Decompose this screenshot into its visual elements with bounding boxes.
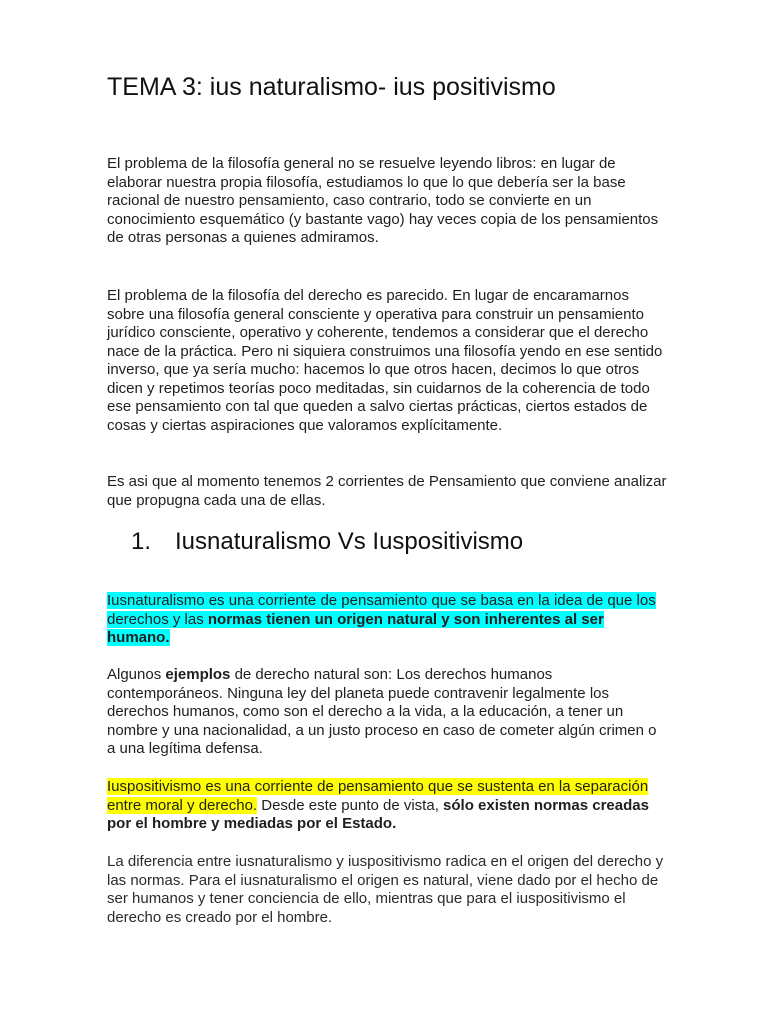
iuspositivismo-middle-text: Desde este punto de vista, <box>257 796 444 814</box>
paragraph-philosophy-of-law: El problema de la filosofía del derecho es parecido. En lugar de encaramarnos sobre una filosofía general consciente y operativa para construir un pensamiento jurídico consciente, operativo y coherente, tendemos a considerar que el derecho nace de la práctica. Pero ni siquiera construimos una filosofía yendo en ese sentido inverso, que ya sería mucho: hacemos lo que otros hacen, decimos lo que otros dicen y repetimos teorías poco meditadas, sin cuidarnos de la coherencia de todo ese pensamiento con tal que queden a salvo ciertas prácticas, ciertos estados de cosas y ciertas aspiraciones que valoramos explícitamente. <box>107 287 663 434</box>
paragraph-difference: La diferencia entre iusnaturalismo y iuspositivismo radica en el origen del derecho y las normas. Para el iusnaturalismo el origen es natural, viene dado por el hecho de ser humanos y tener conciencia de ello, mientras que para el iuspositivismo el derecho es creado por el hombre. <box>107 853 664 926</box>
paragraph-examples <box>107 666 667 759</box>
examples-text-after: de derecho natural son: Los derechos humanos contemporáneos. Ninguna ley del planeta puede contravenir legalmente los derechos humanos, como son el derecho a la vida, a la educación, a tener un nombre y una nacionalidad, a un justo proceso en caso de cometer algún crimen o a una legítima defensa. <box>107 666 657 757</box>
examples-text-before: Algunos <box>107 666 166 683</box>
cyan-highlight-text: Iusnaturalismo es una corriente de pensamiento que se basa en la idea de que los derechos y las <box>107 592 656 628</box>
paragraph-iuspositivismo-definition <box>107 778 667 834</box>
cyan-highlight-bold-text: normas tienen un origen natural y son inherentes al ser humano. <box>107 610 604 646</box>
section-number: 1. <box>131 528 152 555</box>
document-title: TEMA 3: ius naturalismo- ius positivismo <box>107 73 556 101</box>
paragraph-iusnaturalismo-definition <box>107 592 667 648</box>
iuspositivismo-bold-text: sólo existen normas creadas por el hombre y mediadas por el Estado. <box>107 796 649 832</box>
paragraph-philosophy-general: El problema de la filosofía general no se resuelve leyendo libros: en lugar de elaborar nuestra propia filosofía, estudiamos lo que lo que debería ser la base racional de nuestro pensamiento, caso contrario, todo se convierte en un conocimiento esquemático (y bastante vago) hay veces copia de los pensamientos de otras personas a quienes admiramos. <box>107 155 659 246</box>
yellow-highlight-text: Iuspositivismo es una corriente de pensamiento que se sustenta en la separación entre moral y derecho. <box>107 778 649 814</box>
examples-bold-word: ejemplos <box>165 666 231 683</box>
paragraph-two-currents: Es asi que al momento tenemos 2 corrientes de Pensamiento que conviene analizar que propugna cada una de ellas. <box>107 473 667 509</box>
section-title: Iusnaturalismo Vs Iuspositivismo <box>175 528 524 555</box>
section-heading <box>131 527 691 557</box>
